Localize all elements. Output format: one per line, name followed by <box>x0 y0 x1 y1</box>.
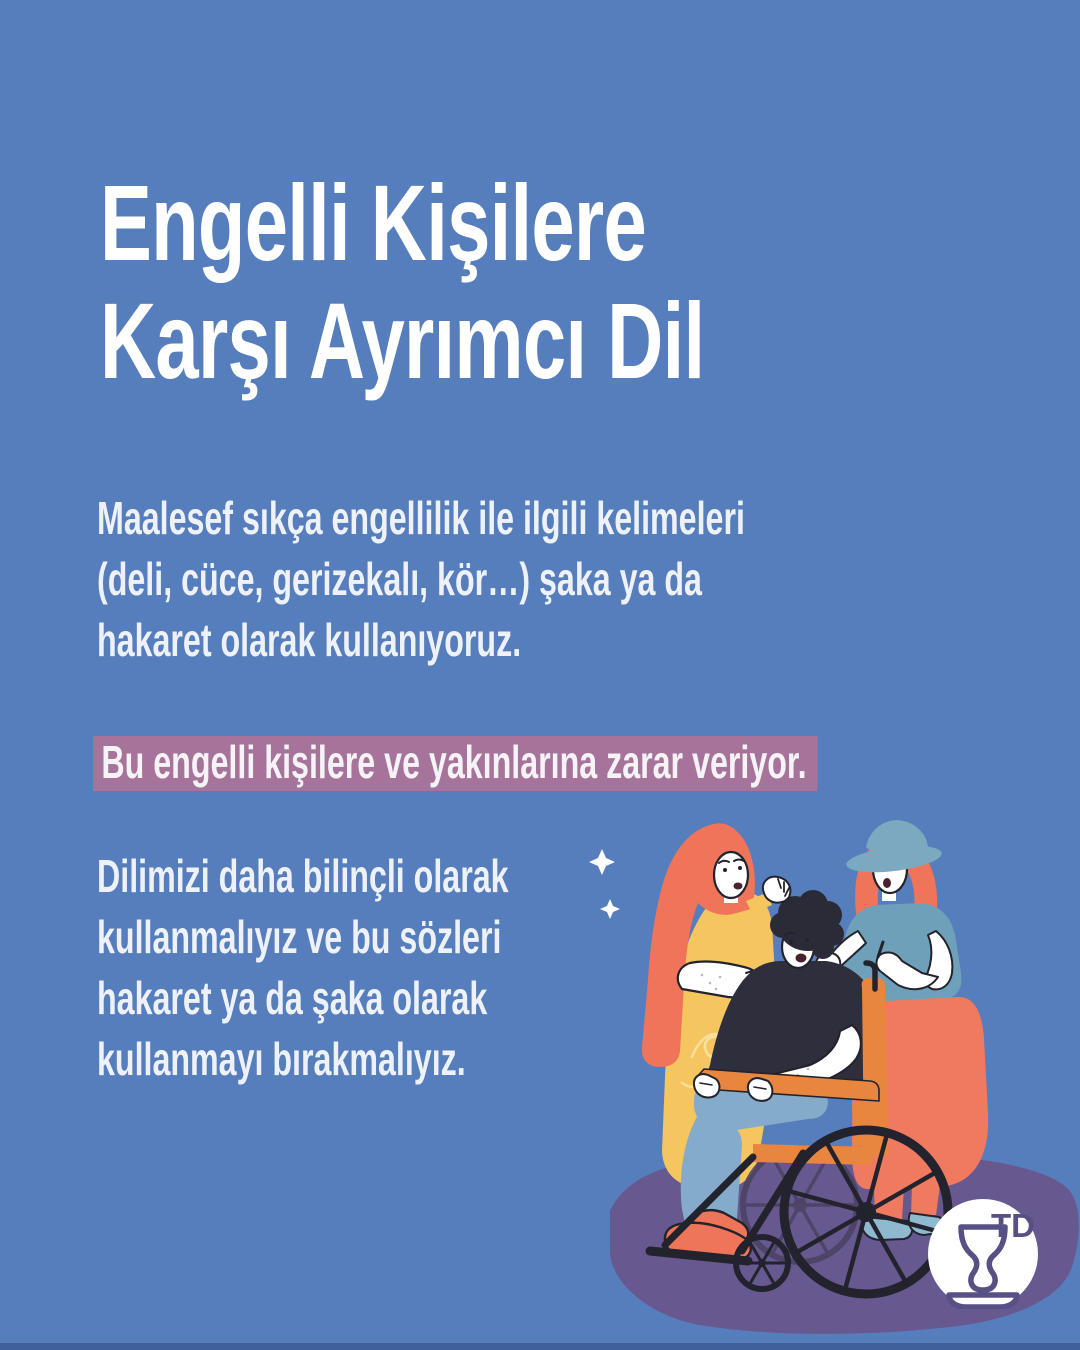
intro-line: Maalesef sıkça engellilik ile ilgili kelimeleri <box>97 492 745 544</box>
conclusion-line: Dilimizi daha bilinçli olarak <box>97 850 509 902</box>
tea-saucer <box>949 1295 1017 1307</box>
conclusion-line: kullanmayı bırakmalıyız. <box>97 1033 466 1085</box>
bottom-edge-strip <box>0 1343 1080 1350</box>
intro-line: (deli, cüce, gerizekalı, kör…) şaka ya da <box>97 553 702 605</box>
highlight-banner <box>93 736 818 791</box>
td-monogram: TD <box>991 1207 1035 1244</box>
conclusion-line: hakaret ya da şaka olarak <box>97 972 488 1024</box>
conclusion-paragraph <box>97 846 509 1090</box>
highlight-text: Bu engelli kişilere ve yakınlarına zarar veriyor. <box>93 736 818 791</box>
title-line-1: Engelli Kişilere <box>100 162 646 283</box>
intro-paragraph <box>97 488 745 671</box>
brand-logo <box>928 1199 1038 1309</box>
title-line-2: Karşı Ayrımcı Dil <box>100 280 705 401</box>
sparkle-icon <box>589 849 620 919</box>
conclusion-line: kullanmalıyız ve bu sözleri <box>97 911 502 963</box>
page-title <box>100 164 704 400</box>
intro-line: hakaret olarak kullanıyoruz. <box>97 614 522 666</box>
